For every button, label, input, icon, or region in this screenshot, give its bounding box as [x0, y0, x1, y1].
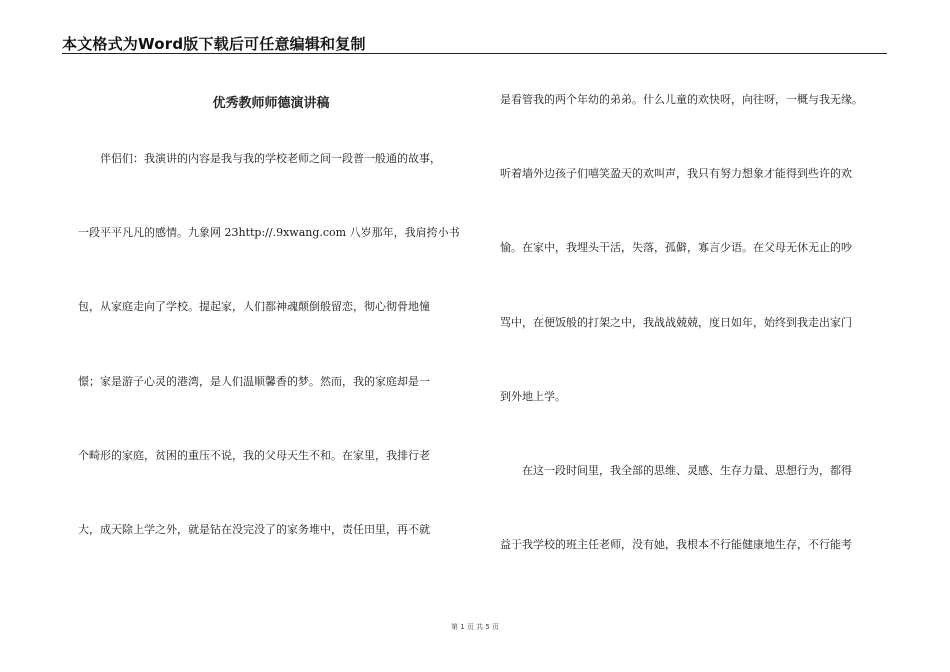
paragraph-line: 愉。在家中，我埋头干活，失落，孤僻，寡言少语。在父母无休无止的吵	[500, 241, 852, 254]
paragraph-line: 到外地上学。	[500, 390, 566, 403]
paragraph-line: 益于我学校的班主任老师，没有她，我根本不行能健康地生存，不行能考	[500, 538, 852, 551]
paragraph-line: 骂中，在便饭般的打架之中，我战战兢兢，度日如年，始终到我走出家门	[500, 316, 852, 329]
paragraph-line: 个畸形的家庭，贫困的重压不说，我的父母天生不和。在家里，我排行老	[78, 449, 430, 462]
page-number: 第 1 页 共 5 页	[450, 623, 500, 631]
paragraph-line: 在这一段时间里，我全部的思维、灵感、生存力量、思想行为，都得	[522, 464, 852, 477]
paragraph-line: 憬；家是游子心灵的港湾，是人们温顺馨香的梦。然而，我的家庭却是一	[78, 375, 430, 388]
paragraph-line: 一段平平凡凡的感情。九象网 23http://.9xwang.com 八岁那年，我肩挎小书	[78, 226, 460, 239]
paragraph-line: 包，从家庭走向了学校。提起家，人们都神魂颠倒般留恋，彻心彻骨地憧	[78, 300, 430, 313]
document-banner: 本文格式为Word版下载后可任意编辑和复制	[62, 35, 366, 53]
document-title: 优秀教师师德演讲稿	[212, 96, 330, 111]
paragraph-line: 伴侣们：我演讲的内容是我与我的学校老师之间一段普一般通的故事，	[100, 152, 441, 165]
paragraph-line: 大，成天除上学之外，就是钻在没完没了的家务堆中，责任田里，再不就	[78, 523, 430, 536]
paragraph-line: 是看管我的两个年幼的弟弟。什么儿童的欢快呀，向往呀，一概与我无缘。	[500, 93, 863, 106]
banner-divider	[62, 53, 887, 54]
paragraph-line: 听着墙外边孩子们嘻笑盈天的欢叫声，我只有努力想象才能得到些许的欢	[500, 167, 852, 180]
